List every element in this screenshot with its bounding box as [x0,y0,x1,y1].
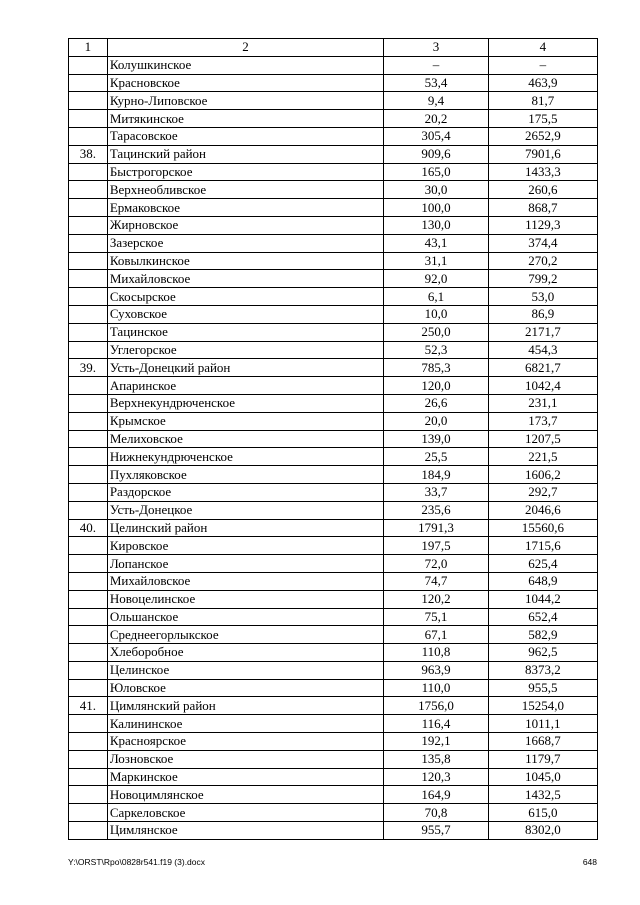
name-cell: Михайловское [107,572,383,590]
value-cell: 165,0 [384,163,488,181]
amount-cell: 173,7 [488,412,597,430]
value-cell: 110,8 [384,644,488,662]
amount-cell: 1179,7 [488,750,597,768]
amount-cell: 1011,1 [488,715,597,733]
name-cell: Ермаковское [107,199,383,217]
value-cell: 20,0 [384,412,488,430]
name-cell: Митякинское [107,110,383,128]
table-row [69,430,598,448]
row-number-cell: 40. [69,519,108,537]
amount-cell: 53,0 [488,288,597,306]
value-cell: 1791,3 [384,519,488,537]
row-number-cell [69,341,108,359]
table-header-row [69,39,598,57]
amount-cell: 2652,9 [488,127,597,145]
row-number-cell [69,270,108,288]
row-number-cell [69,74,108,92]
amount-cell: 799,2 [488,270,597,288]
name-cell: Михайловское [107,270,383,288]
value-cell: 31,1 [384,252,488,270]
amount-cell: 260,6 [488,181,597,199]
amount-cell: 1207,5 [488,430,597,448]
row-number-cell: 41. [69,697,108,715]
amount-cell: 231,1 [488,394,597,412]
row-number-cell [69,608,108,626]
row-number-cell [69,56,108,74]
row-number-cell [69,501,108,519]
table-row [69,181,598,199]
row-number-cell [69,305,108,323]
row-number-cell [69,412,108,430]
name-cell: Целинский район [107,519,383,537]
table-row [69,145,598,163]
table-row [69,234,598,252]
row-number-cell [69,323,108,341]
table-row [69,822,598,840]
amount-cell: 962,5 [488,644,597,662]
name-cell: Усть-Донецкое [107,501,383,519]
amount-cell: 1042,4 [488,377,597,395]
name-cell: Цимлянское [107,822,383,840]
column-header: 1 [69,39,108,57]
row-number-cell [69,92,108,110]
amount-cell: 1606,2 [488,466,597,484]
name-cell: Апаринское [107,377,383,395]
table-row [69,786,598,804]
value-cell: 30,0 [384,181,488,199]
name-cell: Калининское [107,715,383,733]
value-cell: 74,7 [384,572,488,590]
amount-cell: 582,9 [488,626,597,644]
table-row [69,483,598,501]
table-row [69,448,598,466]
name-cell: Новоцимлянское [107,786,383,804]
name-cell: Тацинское [107,323,383,341]
value-cell: 52,3 [384,341,488,359]
value-cell: 6,1 [384,288,488,306]
value-cell: 53,4 [384,74,488,92]
row-number-cell [69,377,108,395]
name-cell: Крымское [107,412,383,430]
column-header: 2 [107,39,383,57]
table-row [69,697,598,715]
row-number-cell [69,679,108,697]
row-number-cell [69,216,108,234]
name-cell: Саркеловское [107,804,383,822]
value-cell: 955,7 [384,822,488,840]
footer-page-number: 648 [582,857,597,867]
table-row [69,305,598,323]
row-number-cell [69,644,108,662]
table-row [69,394,598,412]
table-row [69,768,598,786]
amount-cell: 2171,7 [488,323,597,341]
table-row [69,127,598,145]
value-cell: 70,8 [384,804,488,822]
name-cell: Новоцелинское [107,590,383,608]
name-cell: Усть-Донецкий район [107,359,383,377]
value-cell: 110,0 [384,679,488,697]
table-row [69,661,598,679]
row-number-cell: 38. [69,145,108,163]
amount-cell: 648,9 [488,572,597,590]
name-cell: Верхнеобливское [107,181,383,199]
amount-cell: 8373,2 [488,661,597,679]
name-cell: Суховское [107,305,383,323]
table-row [69,270,598,288]
row-number-cell [69,448,108,466]
value-cell: 120,0 [384,377,488,395]
amount-cell: 1129,3 [488,216,597,234]
table-row [69,288,598,306]
table-row [69,199,598,217]
name-cell: Тарасовское [107,127,383,145]
amount-cell: 221,5 [488,448,597,466]
table-row [69,750,598,768]
amount-cell: 625,4 [488,555,597,573]
name-cell: Ковылкинское [107,252,383,270]
row-number-cell [69,127,108,145]
value-cell: 10,0 [384,305,488,323]
table-row [69,572,598,590]
value-cell: 235,6 [384,501,488,519]
row-number-cell [69,733,108,751]
amount-cell: 1433,3 [488,163,597,181]
row-number-cell [69,466,108,484]
row-number-cell [69,430,108,448]
row-number-cell [69,199,108,217]
amount-cell: 868,7 [488,199,597,217]
amount-cell: 652,4 [488,608,597,626]
amount-cell: 615,0 [488,804,597,822]
value-cell: 25,5 [384,448,488,466]
name-cell: Углегорское [107,341,383,359]
table-row [69,804,598,822]
name-cell: Жирновское [107,216,383,234]
name-cell: Красновское [107,74,383,92]
row-number-cell [69,768,108,786]
value-cell: 43,1 [384,234,488,252]
amount-cell: 1045,0 [488,768,597,786]
row-number-cell [69,288,108,306]
value-cell: 67,1 [384,626,488,644]
name-cell: Кировское [107,537,383,555]
name-cell: Целинское [107,661,383,679]
amount-cell: 15560,6 [488,519,597,537]
row-number-cell [69,786,108,804]
name-cell: Колушкинское [107,56,383,74]
name-cell: Тацинский район [107,145,383,163]
name-cell: Хлеборобное [107,644,383,662]
value-cell: 116,4 [384,715,488,733]
value-cell: 164,9 [384,786,488,804]
amount-cell: 81,7 [488,92,597,110]
row-number-cell [69,626,108,644]
data-table-body [69,39,598,840]
row-number-cell [69,394,108,412]
value-cell: 72,0 [384,555,488,573]
row-number-cell [69,572,108,590]
data-table [68,38,598,840]
row-number-cell [69,590,108,608]
value-cell: 26,6 [384,394,488,412]
name-cell: Нижнекундрюченское [107,448,383,466]
name-cell: Красноярское [107,733,383,751]
name-cell: Среднеегорлыкское [107,626,383,644]
value-cell: 75,1 [384,608,488,626]
value-cell: 130,0 [384,216,488,234]
amount-cell: 292,7 [488,483,597,501]
amount-cell: 15254,0 [488,697,597,715]
value-cell: – [384,56,488,74]
name-cell: Верхнекундрюченское [107,394,383,412]
table-row [69,74,598,92]
row-number-cell [69,252,108,270]
name-cell: Цимлянский район [107,697,383,715]
table-row [69,216,598,234]
amount-cell: 8302,0 [488,822,597,840]
table-row [69,163,598,181]
table-row [69,466,598,484]
row-number-cell [69,715,108,733]
value-cell: 135,8 [384,750,488,768]
table-row [69,590,598,608]
footer-file-path: Y:\ORST\Rpo\0828r541.f19 (3).docx [68,857,206,867]
value-cell: 120,3 [384,768,488,786]
table-row [69,626,598,644]
table-row [69,359,598,377]
name-cell: Лопанское [107,555,383,573]
name-cell: Зазерское [107,234,383,252]
value-cell: 100,0 [384,199,488,217]
value-cell: 120,2 [384,590,488,608]
amount-cell: – [488,56,597,74]
amount-cell: 2046,6 [488,501,597,519]
table-row [69,733,598,751]
amount-cell: 1044,2 [488,590,597,608]
table-row [69,519,598,537]
name-cell: Юловское [107,679,383,697]
table-row [69,377,598,395]
table-row [69,323,598,341]
row-number-cell [69,181,108,199]
amount-cell: 374,4 [488,234,597,252]
name-cell: Ольшанское [107,608,383,626]
amount-cell: 6821,7 [488,359,597,377]
row-number-cell [69,555,108,573]
value-cell: 250,0 [384,323,488,341]
value-cell: 139,0 [384,430,488,448]
column-header: 3 [384,39,488,57]
value-cell: 184,9 [384,466,488,484]
row-number-cell [69,750,108,768]
amount-cell: 1715,6 [488,537,597,555]
table-row [69,555,598,573]
value-cell: 192,1 [384,733,488,751]
row-number-cell [69,163,108,181]
value-cell: 33,7 [384,483,488,501]
table-row [69,608,598,626]
table-row [69,341,598,359]
amount-cell: 270,2 [488,252,597,270]
amount-cell: 463,9 [488,74,597,92]
table-row [69,92,598,110]
name-cell: Быстрогорское [107,163,383,181]
row-number-cell [69,234,108,252]
amount-cell: 955,5 [488,679,597,697]
table-row [69,679,598,697]
value-cell: 963,9 [384,661,488,679]
name-cell: Мелиховское [107,430,383,448]
row-number-cell [69,822,108,840]
value-cell: 785,3 [384,359,488,377]
column-header: 4 [488,39,597,57]
amount-cell: 454,3 [488,341,597,359]
value-cell: 92,0 [384,270,488,288]
value-cell: 20,2 [384,110,488,128]
value-cell: 909,6 [384,145,488,163]
amount-cell: 1668,7 [488,733,597,751]
amount-cell: 86,9 [488,305,597,323]
row-number-cell [69,804,108,822]
table-row [69,110,598,128]
amount-cell: 7901,6 [488,145,597,163]
name-cell: Курно-Липовское [107,92,383,110]
amount-cell: 175,5 [488,110,597,128]
name-cell: Скосырское [107,288,383,306]
table-row [69,56,598,74]
row-number-cell [69,483,108,501]
table-row [69,501,598,519]
name-cell: Маркинское [107,768,383,786]
table-row [69,412,598,430]
name-cell: Пухляковское [107,466,383,484]
value-cell: 9,4 [384,92,488,110]
value-cell: 305,4 [384,127,488,145]
table-row [69,537,598,555]
name-cell: Лозновское [107,750,383,768]
amount-cell: 1432,5 [488,786,597,804]
name-cell: Раздорское [107,483,383,501]
row-number-cell [69,110,108,128]
value-cell: 1756,0 [384,697,488,715]
row-number-cell [69,537,108,555]
table-row [69,715,598,733]
table-row [69,644,598,662]
table-row [69,252,598,270]
row-number-cell: 39. [69,359,108,377]
row-number-cell [69,661,108,679]
value-cell: 197,5 [384,537,488,555]
